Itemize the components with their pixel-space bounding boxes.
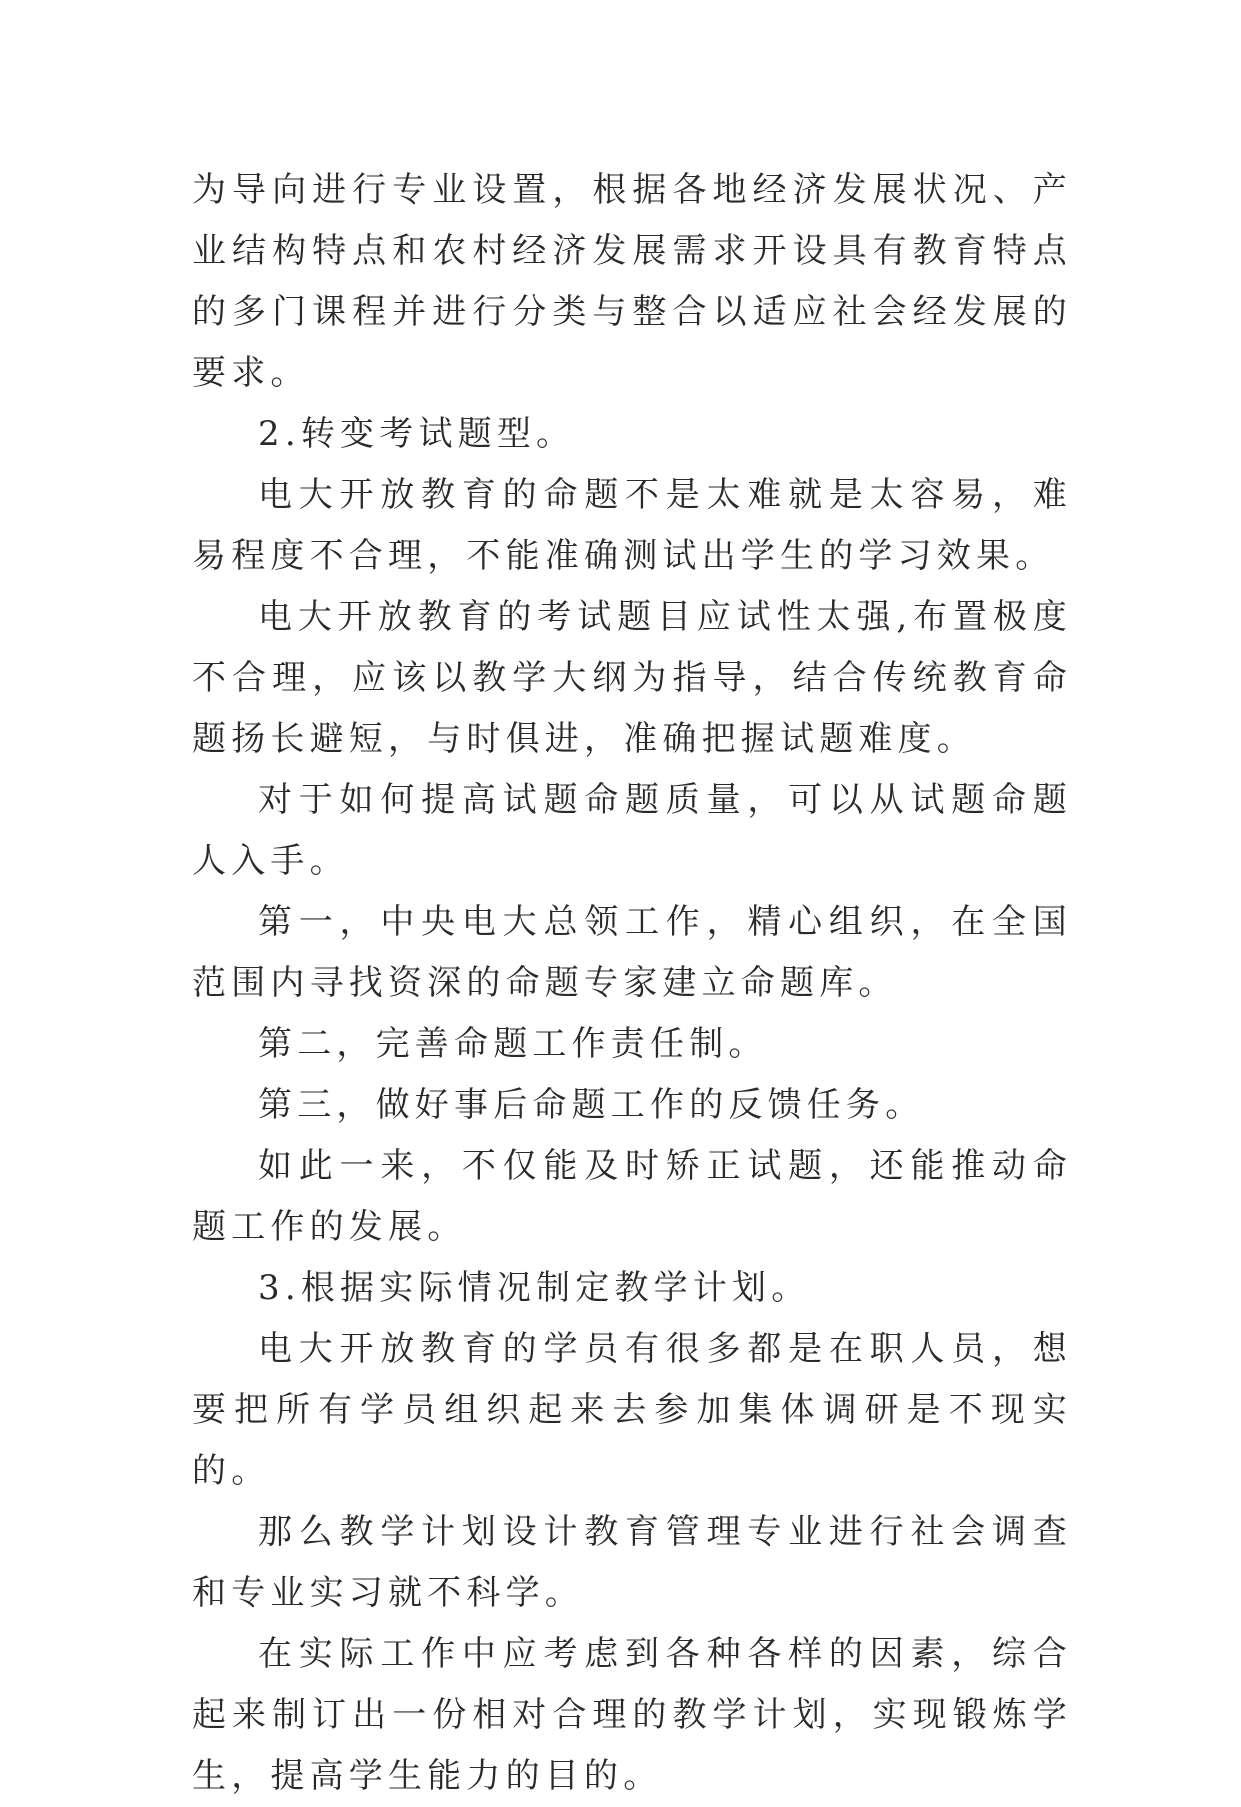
paragraph-9: 如此一来，不仅能及时矫正试题，还能推动命题工作的发展。 bbox=[192, 1146, 1072, 1247]
paragraph-4: 电大开放教育的考试题目应试性太强,布置极度不合理，应该以教学大纲为指导，结合传统教育命题扬长避短，与时俱进，准确把握试题难度。 bbox=[192, 597, 1072, 759]
heading-2: 2.转变考试题型。 bbox=[258, 414, 576, 454]
paragraph-7: 第二，完善命题工作责任制。 bbox=[258, 1024, 768, 1064]
document-body bbox=[192, 160, 1072, 1807]
paragraph-3: 电大开放教育的命题不是太难就是太容易，难易程度不合理，不能准确测试出学生的学习效果。 bbox=[192, 475, 1072, 576]
paragraph-8: 第三，做好事后命题工作的反馈任务。 bbox=[258, 1085, 925, 1125]
paragraph-13: 在实际工作中应考虑到各种各样的因素，综合起来制订出一份相对合理的教学计划，实现锻炼学生，提高学生能力的目的。 bbox=[192, 1634, 1072, 1796]
paragraph-5: 对于如何提高试题命题质量，可以从试题命题人入手。 bbox=[192, 780, 1072, 881]
paragraph-1: 为导向进行专业设置，根据各地经济发展状况、产业结构特点和农村经济发展需求开设具有教育特点的多门课程并进行分类与整合以适应社会经发展的要求。 bbox=[192, 170, 1072, 393]
heading-3: 3.根据实际情况制定教学计划。 bbox=[258, 1268, 811, 1308]
paragraph-11: 电大开放教育的学员有很多都是在职人员，想要把所有学员组织起来去参加集体调研是不现实的。 bbox=[192, 1329, 1072, 1491]
paragraph-6: 第一，中央电大总领工作，精心组织，在全国范围内寻找资深的命题专家建立命题库。 bbox=[192, 902, 1072, 1003]
paragraph-12: 那么教学计划设计教育管理专业进行社会调查和专业实习就不科学。 bbox=[192, 1512, 1072, 1613]
